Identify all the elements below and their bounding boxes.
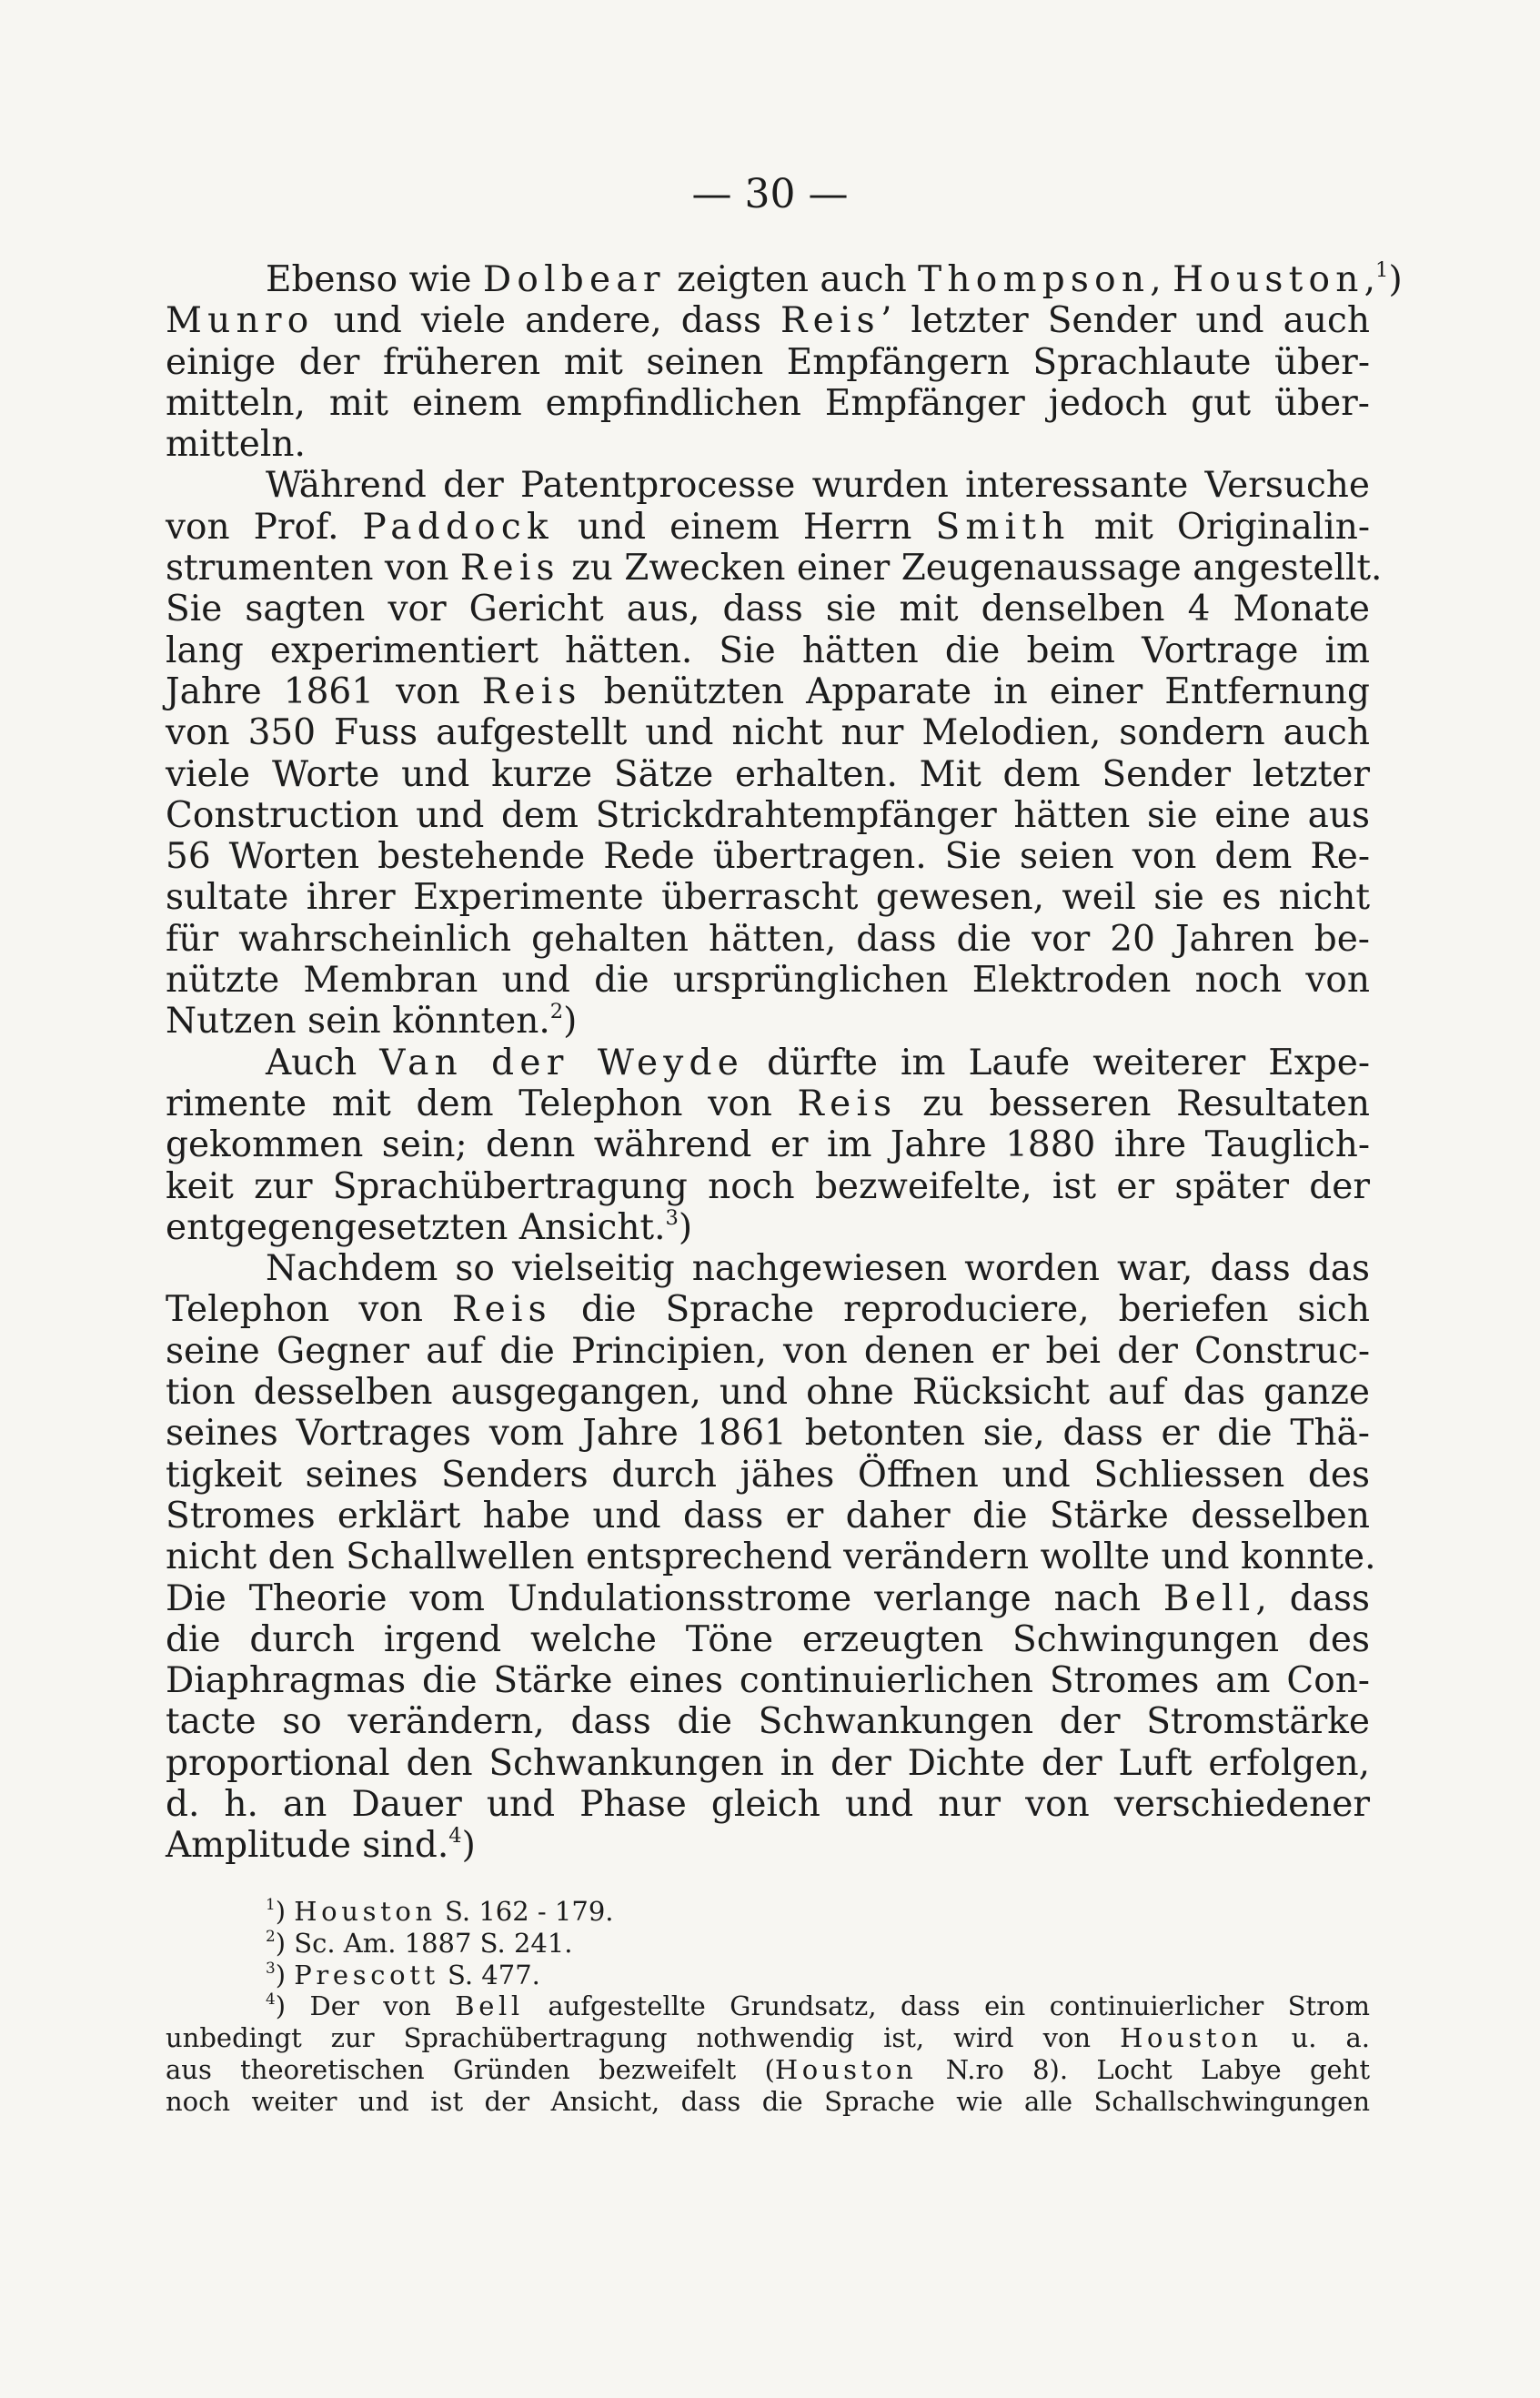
text-line: Die Theorie vom Undulationsstrome verlange nach Bell, dass [166,1577,1370,1619]
text-line: strumenten von Reis zu Zwecken einer Zeugenaussage angestellt. [166,548,1383,589]
body-text [166,258,1403,1867]
footnote-line: noch weiter und ist der Ansicht, dass die Sprache wie alle Schallschwingungen [166,2085,1370,2117]
footnote [166,1990,1370,2117]
spaced-name: Houston [294,1896,437,1927]
text-line: tacte so verändern, dass die Schwankungen der Stromstärke [166,1701,1370,1743]
footnote [166,1960,1370,1991]
spaced-name: Reis [481,670,582,712]
text-line: Telephon von Reis die Sprache reproduciere, beriefen sich [166,1289,1370,1331]
text-line: mitteln, mit einem empfindlichen Empfänger jedoch gut über- [166,382,1370,424]
spaced-name: Reis [797,1083,898,1124]
text-line: d. h. an Dauer und Phase gleich und nur von verschiedener [166,1783,1370,1825]
text-line: viele Worte und kurze Sätze erhalten. Mit dem Sender letzter [166,753,1370,795]
footnote [166,1896,1370,1928]
footnote-line: $^4$) Der von Bell aufgestellte Grundsatz, dass ein continuierlicher Strom [266,1990,1370,2022]
spaced-name: Van der Weyde [379,1042,745,1083]
spaced-name: Houston [1173,259,1364,300]
text-line: Diaphragmas die Stärke eines continuierlichen Stromes am Con- [166,1660,1370,1702]
spaced-name: Bell [1163,1577,1256,1619]
text-line: tigkeit seines Senders durch jähes Öffnen und Schliessen des [166,1454,1370,1496]
footnote-marker: 2 [549,1000,564,1024]
spaced-name: Dolbear [482,259,666,300]
footnote-line: unbedingt zur Sprachübertragung nothwendig ist, wird von Houston u. a. [166,2022,1370,2054]
spaced-name: Houston [1120,2022,1263,2054]
footnote-line: $^2$) Sc. Am. 1887 S. 241. [266,1927,573,1959]
text-line: entgegengesetzten Ansicht.$^3$) [166,1206,693,1248]
text-line: Jahre 1861 von Reis benützten Apparate in einer Entfernung [166,670,1370,712]
footnotes [166,1896,1370,2118]
page-number: — 30 — [691,171,849,217]
text-line: gekommen sein; denn während er im Jahre 1880 ihre Tauglich- [166,1124,1370,1166]
text-line: rimente mit dem Telephon von Reis zu besseren Resultaten [166,1083,1370,1124]
text-line: Auch Van der Weyde dürfte im Laufe weiterer Expe- [266,1042,1370,1083]
paragraph [166,258,1403,466]
text-line: Stromes erklärt habe und dass er daher die Stärke desselben [166,1495,1370,1537]
text-line: tion desselben ausgegangen, und ohne Rücksicht auf das ganze [166,1372,1370,1414]
text-line: proportional den Schwankungen in der Dichte der Luft erfolgen, [166,1742,1370,1784]
footnote-line: $^1$) Houston S. 162 - 179. [266,1895,614,1927]
footnote-marker: 1 [1375,258,1389,283]
spaced-name: Houston [774,2053,918,2085]
text-line: nützte Membran und die ursprünglichen Elektroden noch von [166,960,1370,1002]
footnote [166,1928,1370,1960]
paragraph [166,1043,1370,1248]
spaced-name: Paddock [362,506,554,548]
text-line: lang experimentiert hätten. Sie hätten die beim Vortrage im [166,630,1370,671]
text-line: seine Gegner auf die Principien, von denen er bei der Construc- [166,1330,1370,1372]
text-line: einige der früheren mit seinen Empfängern Sprachlaute über- [166,341,1370,383]
paragraph [166,1248,1376,1867]
text-line: nicht den Schallwellen entsprechend verändern wollte und konnte. [166,1537,1376,1578]
footnote-marker: 2 [266,1927,276,1946]
spaced-name: Reis [780,300,881,342]
spaced-name: Prescott [294,1959,439,1990]
text-line: sultate ihrer Experimente überrascht gewesen, weil sie es nicht [166,877,1370,919]
footnote-marker: 3 [266,1958,276,1977]
text-line: Sie sagten vor Gericht aus, dass sie mit denselben 4 Monate [166,589,1370,630]
text-line: Nutzen sein könnten.$^2$) [166,1000,578,1043]
spaced-name: Reis [459,548,560,589]
text-line: 56 Worten bestehende Rede übertragen. Sie seien von dem Re- [166,836,1370,878]
footnote-marker: 1 [266,1895,276,1914]
spaced-name: Bell [455,1990,524,2022]
paragraph [166,465,1383,1043]
spaced-name: Thompson [918,259,1151,300]
text-line: keit zur Sprachübertragung noch bezweifelte, ist er später der [166,1165,1370,1207]
footnote-marker: 4 [266,1990,276,2009]
text-line: Nachdem so vielseitig nachgewiesen worden war, dass das [266,1248,1370,1290]
text-line: Ebenso wie Dolbear zeigten auch Thompson, Houston,$^1$) [266,258,1403,300]
spaced-name: Smith [935,506,1071,548]
text-line: von Prof. Paddock und einem Herrn Smith mit Originalin- [166,506,1371,548]
footnote-marker: 4 [448,1824,462,1849]
text-line: von 350 Fuss aufgestellt und nicht nur Melodien, sondern auch [166,712,1370,754]
text-line: Construction und dem Strickdrahtempfänger hätten sie eine aus [166,794,1370,836]
footnote-marker: 3 [665,1206,679,1230]
footnote-line: $^3$) Prescott S. 477. [266,1958,540,1990]
text-line: für wahrscheinlich gehalten hätten, dass die vor 20 Jahren be- [166,918,1370,960]
footnote-line: aus theoretischen Gründen bezweifelt (Houston N.ro 8). Locht Labye geht [166,2053,1371,2085]
text-line: seines Vortrages vom Jahre 1861 betonten sie, dass er die Thä- [166,1413,1370,1455]
text-line: Während der Patentprocesse wurden interessante Versuche [266,465,1370,507]
text-line: die durch irgend welche Töne erzeugten Schwingungen des [166,1618,1370,1660]
text-line: Munro und viele andere, dass Reis’ letzter Sender und auch [166,300,1370,342]
spaced-name: Reis [452,1289,552,1331]
text-line: mitteln. [166,424,306,466]
text-line: Amplitude sind.$^4$) [166,1824,476,1867]
spaced-name: Munro [166,300,315,342]
